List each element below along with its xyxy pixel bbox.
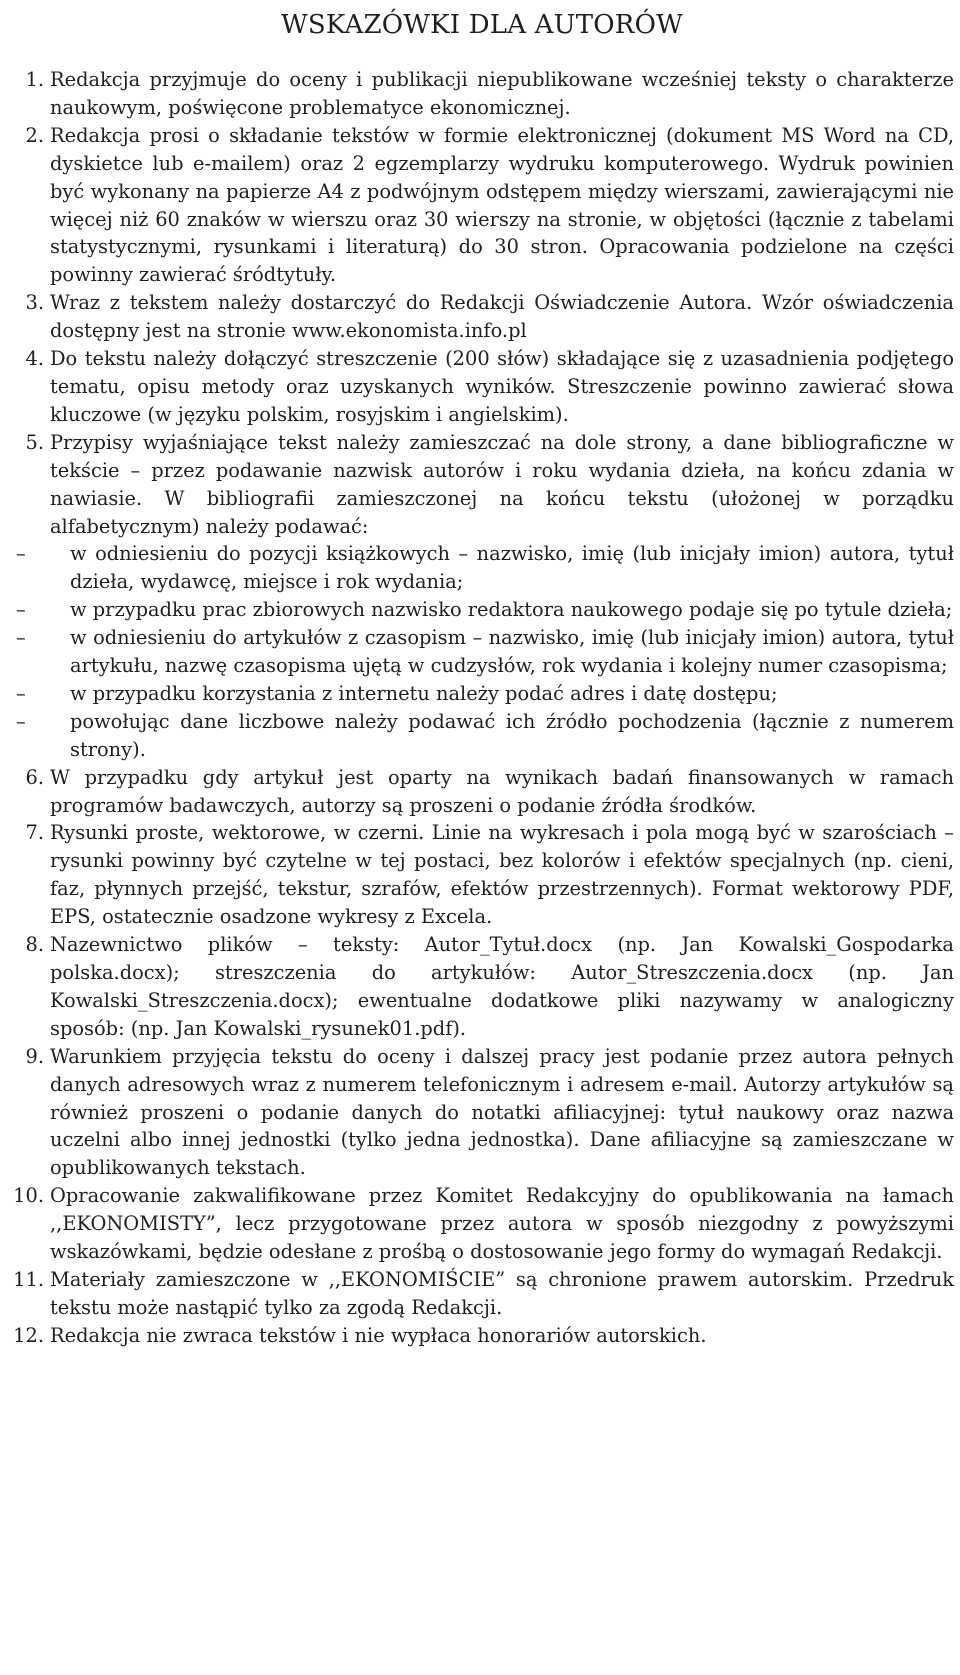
sub-list-item: [14, 596, 954, 624]
item-number: 4.: [25, 347, 44, 371]
item-text: Redakcja prosi o składanie tekstów w formie elektronicznej (dokument MS Word na CD, dyskietce lub e-mailem) oraz 2 egzemplarzy wydruku komputerowego. Wydruk powinien być wykonany na papierze A4 z podwójnym odstępem między wierszami, zawierającymi nie więcej niż 60 znaków w wierszu oraz 30 wierszy na stronie, w objętości (łącznie z tabelami statystycznymi, rysunkami i literaturą) do 30 stron. Opracowania podzielone na części powinny zawierać śródtytuły.: [50, 123, 954, 287]
item-number: 5.: [25, 430, 44, 454]
bibliography-rules-list: [14, 540, 954, 763]
sub-list-item: [14, 708, 954, 764]
item-number: 11.: [13, 1267, 44, 1291]
item-text: W przypadku gdy artykuł jest oparty na wynikach badań finansowanych w ramach programów badawczych, autorzy są proszeni o podanie źródła środków.: [50, 765, 954, 817]
item-text: Do tekstu należy dołączyć streszczenie (200 słów) składające się z uzasadnienia podjętego tematu, opisu metody oraz uzyskanych wyników. Streszczenie powinno zawierać słowa kluczowe (w języku polskim, rosyjskim i angielskim).: [50, 347, 954, 426]
list-item: [10, 1043, 954, 1183]
item-number: 7.: [25, 821, 44, 845]
dash-bullet: –: [16, 709, 26, 733]
item-number: 10.: [13, 1184, 44, 1208]
item-number: 2.: [25, 123, 44, 147]
sub-list-item: [14, 680, 954, 708]
sub-item-text: w przypadku prac zbiorowych nazwisko redaktora naukowego podaje się po tytule dzieła;: [70, 598, 953, 622]
list-item: [10, 429, 954, 764]
item-number: 9.: [25, 1044, 44, 1068]
list-item: [10, 1182, 954, 1266]
sub-item-text: w przypadku korzystania z internetu należy podać adres i datę dostępu;: [70, 681, 778, 705]
item-text: Rysunki proste, wektorowe, w czerni. Linie na wykresach i pola mogą być w szarościach – rysunki powinny być czytelne w tej postaci, bez kolorów i efektów specjalnych (np. cieni, faz, płynnych przejść, tekstur, szrafów, efektów przestrzennych). Format wektorowy PDF, EPS, ostatecznie osadzone wykresy z Excela.: [50, 821, 954, 929]
item-text: Redakcja nie zwraca tekstów i nie wypłaca honorariów autorskich.: [50, 1323, 707, 1347]
item-number: 1.: [25, 68, 44, 91]
page-title: WSKAZÓWKI DLA AUTORÓW: [280, 10, 684, 40]
dash-bullet: –: [16, 626, 26, 650]
sub-item-text: w odniesieniu do pozycji książkowych – nazwisko, imię (lub inicjały imion) autora, tytuł dzieła, wydawcę, miejsce i rok wydania;: [70, 542, 954, 594]
list-item: [10, 819, 954, 931]
sub-item-text: powołując dane liczbowe należy podawać ich źródło pochodzenia (łącznie z numerem strony).: [70, 709, 954, 761]
sub-item-text: w odniesieniu do artykułów z czasopism – nazwisko, imię (lub inicjały imion) autora, tytuł artykułu, nazwę czasopisma ujętą w cudzysłów, rok wydania i kolejny numer czasopisma;: [70, 626, 954, 678]
guidelines-list: [10, 66, 954, 1350]
item-text: Warunkiem przyjęcia tekstu do oceny i dalszej pracy jest podanie przez autora pełnych danych adresowych wraz z numerem telefonicznym i adresem e-mail. Autorzy artykułów są również proszeni o podanie danych do notatki afiliacyjnej: tytuł naukowy oraz nazwa uczelni albo innej jednostki (tylko jedna jednostka). Dane afiliacyjne są zamieszczane w opublikowanych tekstach.: [50, 1044, 954, 1180]
item-text: Wraz z tekstem należy dostarczyć do Redakcji Oświadczenie Autora. Wzór oświadczenia dostępny jest na stronie www.ekonomista.info.pl: [50, 291, 954, 343]
list-item: [10, 122, 954, 289]
list-item: [10, 1322, 954, 1350]
item-number: 3.: [25, 291, 44, 315]
list-item: [10, 931, 954, 1043]
list-item: [10, 1266, 954, 1322]
list-item: [10, 345, 954, 429]
list-item: [10, 289, 954, 345]
dash-bullet: –: [16, 681, 26, 705]
list-item: [10, 764, 954, 820]
dash-bullet: –: [16, 598, 26, 622]
sub-list-item: [14, 624, 954, 680]
item-number: 6.: [25, 765, 44, 789]
item-text: Materiały zamieszczone w ,,EKONOMIŚCIE” są chronione prawem autorskim. Przedruk tekstu może nastąpić tylko za zgodą Redakcji.: [50, 1267, 954, 1319]
item-text: Nazewnictwo plików – teksty: Autor_Tytuł.docx (np. Jan Kowalski_Gospodarka polska.docx); streszczenia do artykułów: Autor_Streszczenia.docx (np. Jan Kowalski_Streszczenia.docx); ewentualne dodatkowe pliki nazywamy w analogiczny sposób: (np. Jan Kowalski_rysunek01.pdf).: [50, 933, 954, 1040]
item-text: Przypisy wyjaśniające tekst należy zamieszczać na dole strony, a dane bibliograficzne w tekście – przez podawanie nazwisk autorów i roku wydania dzieła, na końcu zdania w nawiasie. W bibliografii zamieszczonej na końcu tekstu (ułożonej w porządku alfabetycznym) należy podawać:: [50, 430, 954, 538]
sub-list-item: [14, 540, 954, 596]
item-number: 8.: [25, 933, 44, 957]
item-text: Opracowanie zakwalifikowane przez Komitet Redakcyjny do opublikowania na łamach ,,EKONOMISTY”, lecz przygotowane przez autora w sposób niezgodny z powyższymi wskazówkami, będzie odesłane z prośbą o dostosowanie jego formy do wymagań Redakcji.: [50, 1184, 954, 1264]
list-item: [10, 66, 954, 122]
item-text: Redakcja przyjmuje do oceny i publikacji niepublikowane wcześniej teksty o charakterze naukowym, poświęcone problematyce ekonomicznej.: [50, 68, 954, 119]
item-number: 12.: [13, 1323, 44, 1347]
dash-bullet: –: [16, 542, 26, 566]
